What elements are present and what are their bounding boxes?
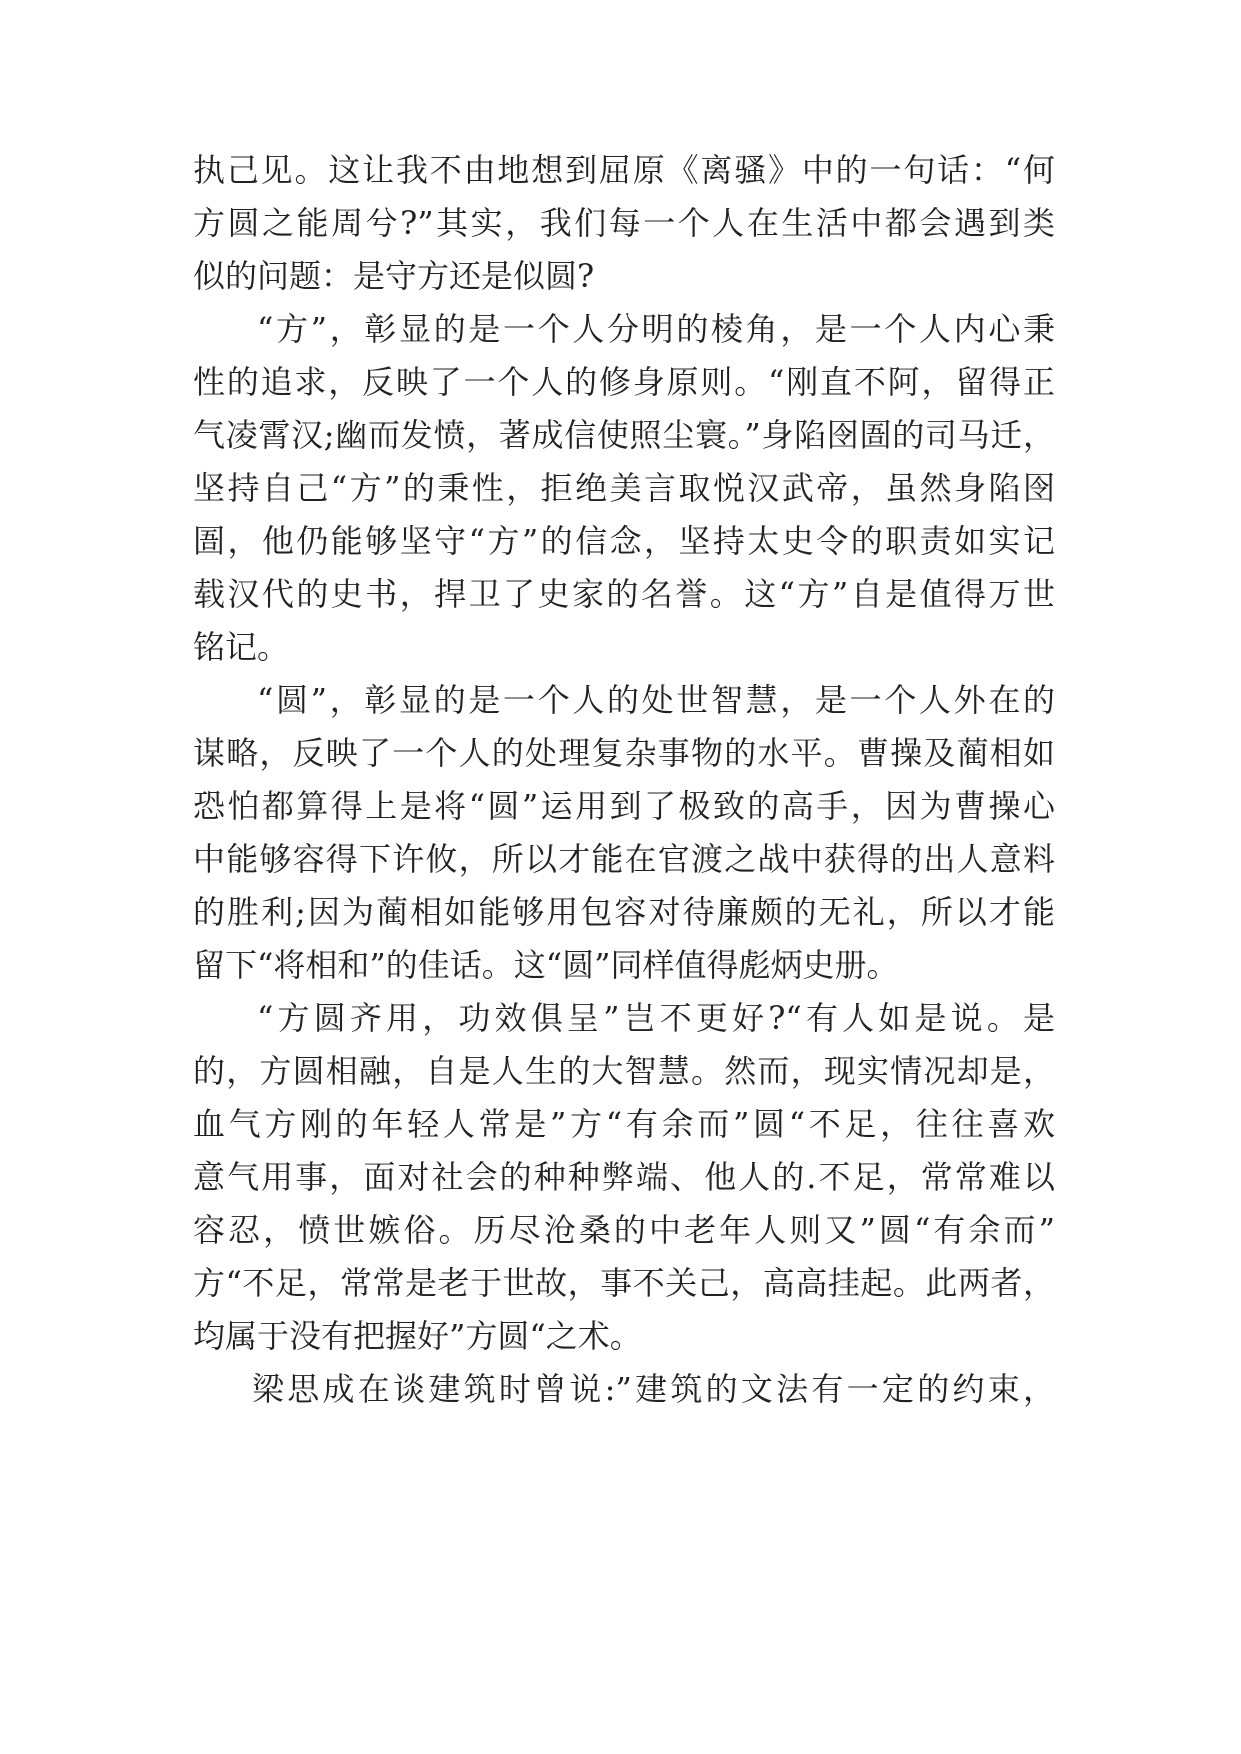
text-line: 方圆之能周兮?”其实，我们每一个人在生活中都会遇到类 [193,204,1055,242]
text-line: 铭记。 [193,628,290,666]
text-line: 的胜利;因为蔺相如能够用包容对待廉颇的无礼，所以才能 [193,893,1055,931]
text-line: 留下“将相和”的佳话。这“圆”同样值得彪炳史册。 [193,946,899,984]
text-line: 中能够容得下许攸，所以才能在官渡之战中获得的出人意料 [193,840,1055,878]
text-line: 性的追求，反映了一个人的修身原则。“刚直不阿，留得正 [193,363,1055,401]
text-line: 方“不足，常常是老于世故，事不关己，高高挂起。此两者， [193,1264,1055,1302]
text-line: 的，方圆相融，自是人生的大智慧。然而，现实情况却是， [193,1052,1055,1090]
paragraph-first-line: “方圆齐用，功效俱呈”岂不更好?“有人如是说。是 [257,999,1055,1037]
text-line: 血气方刚的年轻人常是”方“有余而”圆“不足，往往喜欢 [193,1105,1055,1143]
text-line: 容忍，愤世嫉俗。历尽沧桑的中老年人则又”圆“有余而” [193,1211,1055,1249]
text-line: 坚持自己“方”的秉性，拒绝美言取悦汉武帝，虽然身陷囹 [193,469,1055,507]
text-line: 执己见。这让我不由地想到屈原《离骚》中的一句话：“何 [193,151,1055,189]
text-line: 谋略，反映了一个人的处理复杂事物的水平。曹操及蔺相如 [193,734,1055,772]
text-line: 似的问题：是守方还是似圆? [193,257,595,295]
paragraph-first-line: “圆”，彰显的是一个人的处世智慧，是一个人外在的 [257,681,1055,719]
text-line: 均属于没有把握好”方圆“之术。 [193,1317,642,1355]
paragraph-first-line: 梁思成在谈建筑时曾说:”建筑的文法有一定的约束， [252,1370,1055,1408]
text-line: 意气用事，面对社会的种种弊端、他人的.不足，常常难以 [193,1158,1055,1196]
text-line: 载汉代的史书，捍卫了史家的名誉。这“方”自是值得万世 [193,575,1055,613]
text-line: 圄，他仍能够坚守“方”的信念，坚持太史令的职责如实记 [193,522,1055,560]
text-line: 气凌霄汉;幽而发愤，著成信使照尘寰。”身陷囹圄的司马迁， [193,416,1055,454]
text-line: 恐怕都算得上是将“圆”运用到了极致的高手，因为曹操心 [193,787,1055,825]
paragraph-first-line: “方”，彰显的是一个人分明的棱角，是一个人内心秉 [257,310,1055,348]
